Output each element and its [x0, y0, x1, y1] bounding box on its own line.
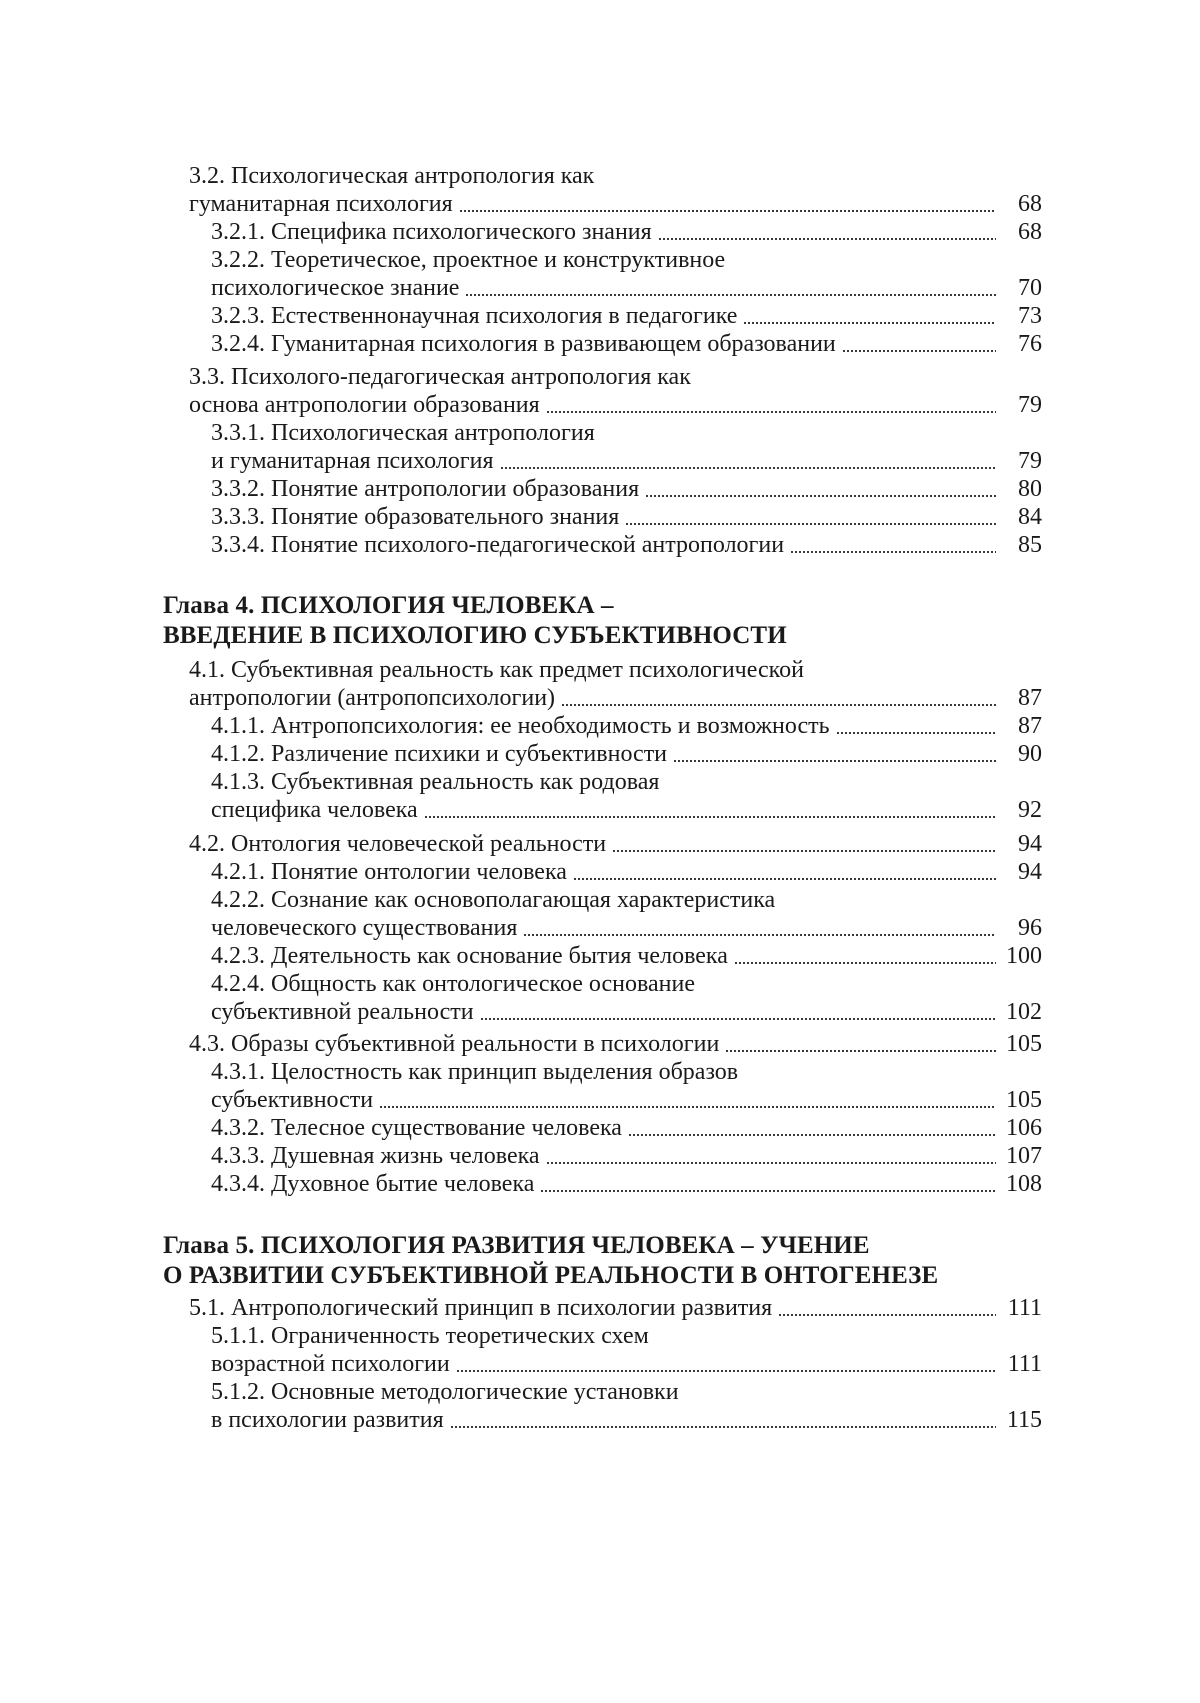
dot-leader	[424, 816, 996, 818]
toc-entry-title: 3.2. Психологическая антропология как	[189, 163, 595, 189]
toc-entry-title: 4.1. Субъективная реальность как предмет психологической	[189, 657, 804, 683]
dot-leader	[573, 878, 996, 880]
toc-entry-title: 4.2.3. Деятельность как основание бытия человека	[211, 943, 728, 969]
chapter-heading: О РАЗВИТИИ СУБЪЕКТИВНОЙ РЕАЛЬНОСТИ В ОНТОГЕНЕЗЕ	[163, 1262, 939, 1289]
toc-entry-line	[211, 419, 595, 447]
toc-entry[interactable]	[189, 684, 1042, 712]
toc-entry[interactable]	[211, 1142, 1042, 1170]
dot-leader	[523, 934, 996, 936]
toc-entry-title: субъективности	[211, 1087, 374, 1113]
toc-entry[interactable]	[211, 1170, 1042, 1198]
toc-page-number: 96	[1018, 915, 1042, 941]
toc-entry-line	[211, 1322, 649, 1350]
chapter-heading: Глава 4. ПСИХОЛОГИЯ ЧЕЛОВЕКА –	[163, 592, 614, 619]
toc-entry-title: 5.1.2. Основные методологические установки	[211, 1379, 679, 1405]
toc-entry[interactable]	[211, 914, 1042, 942]
toc-entry-title: 4.3.1. Целостность как принцип выделения образов	[211, 1059, 739, 1085]
toc-page-number: 94	[1018, 859, 1042, 885]
toc-entry[interactable]	[189, 1294, 1042, 1322]
chapter-heading: ВВЕДЕНИЕ В ПСИХОЛОГИЮ СУБЪЕКТИВНОСТИ	[163, 622, 787, 649]
toc-entry-title: 3.2.2. Теоретическое, проектное и конструктивное	[211, 247, 726, 273]
toc-entry-title: 4.3. Образы субъективной реальности в психологии	[189, 1031, 720, 1057]
toc-entry-title: 4.2.2. Сознание как основополагающая характеристика	[211, 887, 776, 913]
dot-leader	[379, 1106, 996, 1108]
dot-leader	[625, 523, 996, 525]
toc-entry[interactable]	[211, 740, 1042, 768]
toc-entry-title: 3.3.2. Понятие антропологии образования	[211, 476, 640, 502]
toc-entry[interactable]	[189, 190, 1042, 218]
toc-page-number: 111	[1007, 1351, 1042, 1377]
toc-entry[interactable]	[211, 475, 1042, 503]
toc-page-number: 94	[1018, 831, 1042, 857]
toc-entry-line	[189, 363, 691, 391]
toc-entry-title: 4.3.2. Телесное существование человека	[211, 1115, 622, 1141]
toc-entry[interactable]	[211, 712, 1042, 740]
toc-entry-title: 3.2.1. Специфика психологического знания	[211, 219, 652, 245]
dot-leader	[459, 210, 996, 212]
toc-page-number: 92	[1018, 797, 1042, 823]
dot-leader	[546, 1162, 996, 1164]
toc-entry[interactable]	[211, 1406, 1042, 1434]
toc-entry[interactable]	[211, 531, 1042, 559]
toc-page-number: 73	[1018, 303, 1042, 329]
dot-leader	[612, 850, 996, 852]
dot-leader	[658, 238, 996, 240]
toc-page-number: 68	[1018, 219, 1042, 245]
toc-entry-title: 5.1. Антропологический принцип в психологии развития	[189, 1295, 773, 1321]
toc-entry[interactable]	[211, 218, 1042, 246]
toc-entry[interactable]	[211, 796, 1042, 824]
toc-entry-title: человеческого существования	[211, 915, 518, 941]
dot-leader	[778, 1314, 996, 1316]
toc-entry-title: 4.2.1. Понятие онтологии человека	[211, 859, 567, 885]
toc-entry[interactable]	[211, 858, 1042, 886]
toc-entry-title: и гуманитарная психология	[211, 448, 494, 474]
toc-page-number: 70	[1018, 275, 1042, 301]
toc-page-number: 105	[1006, 1031, 1042, 1057]
toc-page-number: 87	[1018, 685, 1042, 711]
toc-entry[interactable]	[211, 330, 1042, 358]
toc-entry-title: 3.2.4. Гуманитарная психология в развивающем образовании	[211, 331, 836, 357]
dot-leader	[790, 551, 996, 553]
toc-entry-title: гуманитарная психология	[189, 191, 453, 217]
dot-leader	[725, 1050, 996, 1052]
toc-page-number: 108	[1006, 1171, 1042, 1197]
toc-entry-title: 4.2. Онтология человеческой реальности	[189, 831, 607, 857]
dot-leader	[734, 962, 996, 964]
toc-entry-title: 3.3. Психолого-педагогическая антропология как	[189, 364, 691, 390]
toc-entry-title: 5.1.1. Ограниченность теоретических схем	[211, 1323, 649, 1349]
toc-entry-title: в психологии развития	[211, 1407, 444, 1433]
dot-leader	[456, 1370, 996, 1372]
toc-entry[interactable]	[211, 1350, 1042, 1378]
dot-leader	[561, 704, 996, 706]
toc-entry[interactable]	[211, 998, 1042, 1026]
toc-page-number: 87	[1018, 713, 1042, 739]
toc-page-number: 102	[1006, 999, 1042, 1025]
toc-entry[interactable]	[211, 1114, 1042, 1142]
toc-entry-title: 4.3.4. Духовное бытие человека	[211, 1171, 535, 1197]
dot-leader	[450, 1426, 996, 1428]
toc-entry[interactable]	[211, 274, 1042, 302]
toc-entry-title: 4.1.3. Субъективная реальность как родовая	[211, 769, 660, 795]
toc-entry-title: специфика человека	[211, 797, 418, 823]
dot-leader	[645, 495, 996, 497]
toc-entry[interactable]	[211, 1086, 1042, 1114]
toc-page-number: 80	[1018, 476, 1042, 502]
toc-page-number: 107	[1006, 1143, 1042, 1169]
toc-page-number: 76	[1018, 331, 1042, 357]
toc-entry-title: 4.2.4. Общность как онтологическое основание	[211, 971, 695, 997]
dot-leader	[842, 350, 996, 352]
toc-page-number: 79	[1018, 448, 1042, 474]
toc-page-number: 106	[1006, 1115, 1042, 1141]
toc-entry-title: 3.3.3. Понятие образовательного знания	[211, 504, 620, 530]
dot-leader	[743, 322, 996, 324]
toc-entry-title: 4.3.3. Душевная жизнь человека	[211, 1143, 540, 1169]
toc-entry-title: 3.3.4. Понятие психолого-педагогической антропологии	[211, 532, 785, 558]
toc-page-number: 111	[1007, 1295, 1042, 1321]
toc-entry[interactable]	[189, 1030, 1042, 1058]
toc-entry[interactable]	[211, 503, 1042, 531]
toc-page-number: 84	[1018, 504, 1042, 530]
toc-entry-line	[211, 970, 695, 998]
dot-leader	[673, 760, 996, 762]
toc-entry-title: 3.3.1. Психологическая антропология	[211, 420, 595, 446]
toc-page-number: 79	[1018, 392, 1042, 418]
toc-entry[interactable]	[189, 391, 1042, 419]
dot-leader	[546, 411, 996, 413]
toc-entry-title: 4.1.2. Различение психики и субъективности	[211, 741, 668, 767]
toc-page-number: 68	[1018, 191, 1042, 217]
toc-entry-line	[211, 1378, 679, 1406]
toc-entry[interactable]	[189, 830, 1042, 858]
toc-entry-title: 4.1.1. Антропопсихология: ее необходимость и возможность	[211, 713, 830, 739]
dot-leader	[628, 1134, 996, 1136]
toc-entry-line	[189, 656, 804, 684]
toc-page-number: 105	[1006, 1087, 1042, 1113]
toc-entry-title: психологическое знание	[211, 275, 460, 301]
toc-entry-title: субъективной реальности	[211, 999, 474, 1025]
toc-entry-title: основа антропологии образования	[189, 392, 540, 418]
toc-entry-line	[211, 886, 775, 914]
toc-entry-line	[211, 768, 659, 796]
chapter-heading: Глава 5. ПСИХОЛОГИЯ РАЗВИТИЯ ЧЕЛОВЕКА – УЧЕНИЕ	[163, 1232, 870, 1259]
toc-entry-title: 3.2.3. Естественнонаучная психология в педагогике	[211, 303, 738, 329]
toc-page-number: 85	[1018, 532, 1042, 558]
dot-leader	[465, 294, 996, 296]
dot-leader	[836, 732, 996, 734]
toc-entry-line	[211, 246, 725, 274]
toc-entry[interactable]	[211, 447, 1042, 475]
dot-leader	[500, 467, 996, 469]
toc-entry-title: антропологии (антропопсихологии)	[189, 685, 556, 711]
toc-page-number: 90	[1018, 741, 1042, 767]
toc-page-number: 115	[1006, 1407, 1042, 1433]
toc-entry-line	[189, 162, 594, 190]
toc-entry-title: возрастной психологии	[211, 1351, 450, 1377]
toc-entry-line	[211, 1058, 738, 1086]
toc-entry[interactable]	[211, 942, 1042, 970]
dot-leader	[540, 1190, 996, 1192]
dot-leader	[480, 1018, 996, 1020]
toc-page-number: 100	[1006, 943, 1042, 969]
toc-entry[interactable]	[211, 302, 1042, 330]
